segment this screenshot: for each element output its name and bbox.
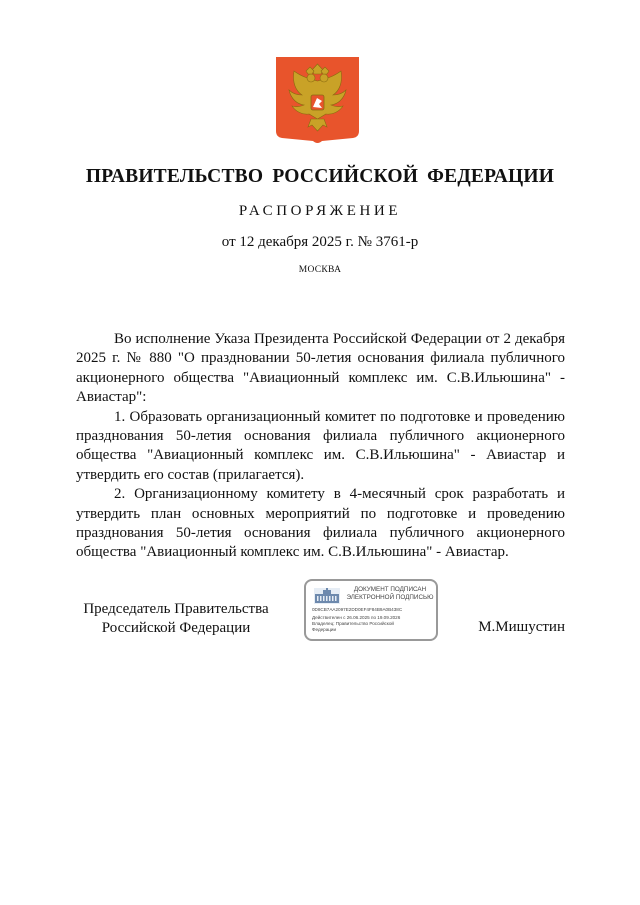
document-date-number: от 12 декабря 2025 г. № 3761-р [221,234,419,250]
stamp-heading-line-1: ДОКУМЕНТ ПОДПИСАН [353,586,427,593]
stamp-owner-line-1: Владелец: Правительство Российской [312,621,394,626]
state-emblem [276,57,359,145]
stamp-certificate: 0D8CB7AA2097E2DD0EF4F84B9A0B438C [312,607,403,612]
stamp-heading-line-2: ЭЛЕКТРОННОЙ ПОДПИСЬЮ [346,593,434,601]
stamp-validity: Действителен с 26.06.2025 по 19.09.2026 [312,615,401,620]
item-2-paragraph: 2. Организационному комитету в 4-месячный срок разработать и утвердить план основных мероприятий по подготовке и проведению празднования 50-летия основания филиала публичного акционерного общества "Авиационный комплекс им. С.В.Ильюшина" - Авиастар. [76,486,565,561]
coat-of-arms-icon [276,57,359,145]
document-title: ПРАВИТЕЛЬСТВО РОССИЙСКОЙ ФЕДЕРАЦИИ [85,166,555,187]
stamp-owner-line-2: Федерации [312,627,337,632]
document-type: РАСПОРЯЖЕНИЕ [238,203,402,219]
signatory-position-line-1: Председатель Правительства [83,601,269,617]
signatory-position [76,600,276,638]
signatory-name: М.Мишустин [478,619,565,635]
government-building-icon [314,588,340,604]
signatory-position-line-2: Российской Федерации [101,620,251,636]
preamble-paragraph: Во исполнение Указа Президента Российской Федерации от 2 декабря 2025 г. № 880 "О праздновании 50-летия основания филиала публичного акционерного общества "Авиационный комплекс им. С.В.Ильюшина" - Авиастар": [76,331,565,406]
item-1-paragraph: 1. Образовать организационный комитет по подготовке и проведению празднования 50-летия основания филиала публичного акционерного общества "Авиационный комплекс им. С.В.Ильюшина" - Авиастар и утвердить его состав (прилагается). [76,408,565,483]
document-body [76,330,565,563]
document-city: МОСКВА [298,265,342,275]
electronic-signature-stamp [304,579,438,641]
stamp-heading [344,586,436,601]
